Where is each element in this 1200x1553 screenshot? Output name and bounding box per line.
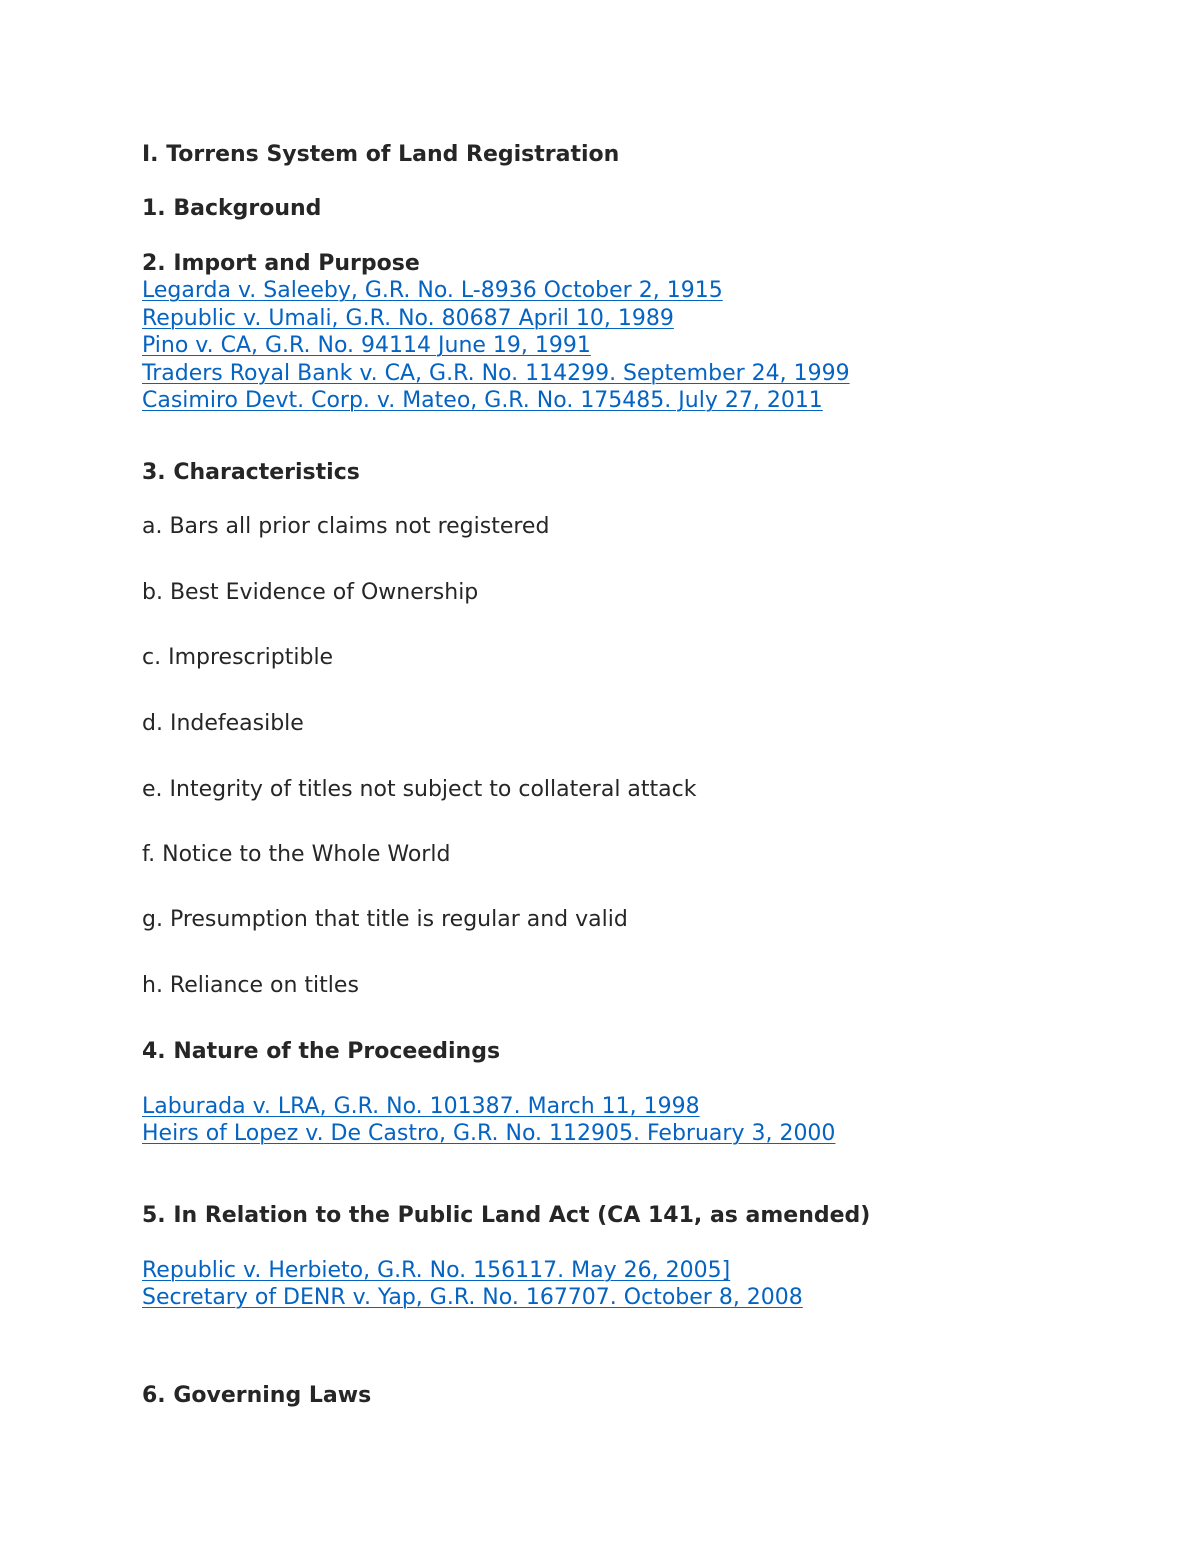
characteristic-item: b. Best Evidence of Ownership <box>142 580 479 605</box>
case-link[interactable]: Heirs of Lopez v. De Castro, G.R. No. 112905. February 3, 2000 <box>142 1121 836 1146</box>
section-heading-background: 1. Background <box>142 196 322 221</box>
case-link[interactable]: Pino v. CA, G.R. No. 94114 June 19, 1991 <box>142 333 591 358</box>
case-link[interactable]: Laburada v. LRA, G.R. No. 101387. March 11, 1998 <box>142 1094 700 1119</box>
characteristic-item: g. Presumption that title is regular and valid <box>142 907 628 932</box>
characteristic-item: f. Notice to the Whole World <box>142 842 451 867</box>
case-link-row[interactable] <box>142 360 850 388</box>
document-title: I. Torrens System of Land Registration <box>142 142 620 167</box>
case-link[interactable]: Secretary of DENR v. Yap, G.R. No. 167707. October 8, 2008 <box>142 1285 803 1310</box>
case-link[interactable]: Republic v. Umali, G.R. No. 80687 April 10, 1989 <box>142 306 674 331</box>
case-link-row[interactable] <box>142 1120 835 1148</box>
section-heading-import-purpose: 2. Import and Purpose <box>142 251 420 276</box>
case-link-row[interactable] <box>142 277 723 305</box>
case-link-row[interactable] <box>142 305 674 333</box>
section-heading-public-land-act: 5. In Relation to the Public Land Act (CA 141, as amended) <box>142 1203 871 1228</box>
case-link[interactable]: Legarda v. Saleeby, G.R. No. L-8936 October 2, 1915 <box>142 278 723 303</box>
section-heading-governing-laws: 6. Governing Laws <box>142 1383 372 1408</box>
characteristic-item: c. Imprescriptible <box>142 645 334 670</box>
case-link-row[interactable] <box>142 1257 730 1285</box>
case-link-row[interactable] <box>142 1093 700 1121</box>
case-link-row[interactable] <box>142 387 823 415</box>
case-link[interactable]: Casimiro Devt. Corp. v. Mateo, G.R. No. 175485. July 27, 2011 <box>142 388 823 413</box>
characteristic-item: h. Reliance on titles <box>142 973 359 998</box>
case-link[interactable]: Republic v. Herbieto, G.R. No. 156117. May 26, 2005] <box>142 1258 731 1283</box>
document-page <box>142 0 1142 1553</box>
case-link-row[interactable] <box>142 332 591 360</box>
case-link[interactable]: Traders Royal Bank v. CA, G.R. No. 114299. September 24, 1999 <box>142 361 850 386</box>
characteristic-item: a. Bars all prior claims not registered <box>142 514 550 539</box>
case-link-row[interactable] <box>142 1284 803 1312</box>
section-heading-characteristics: 3. Characteristics <box>142 460 360 485</box>
section-heading-nature: 4. Nature of the Proceedings <box>142 1039 501 1064</box>
characteristic-item: d. Indefeasible <box>142 711 304 736</box>
characteristic-item: e. Integrity of titles not subject to collateral attack <box>142 777 697 802</box>
